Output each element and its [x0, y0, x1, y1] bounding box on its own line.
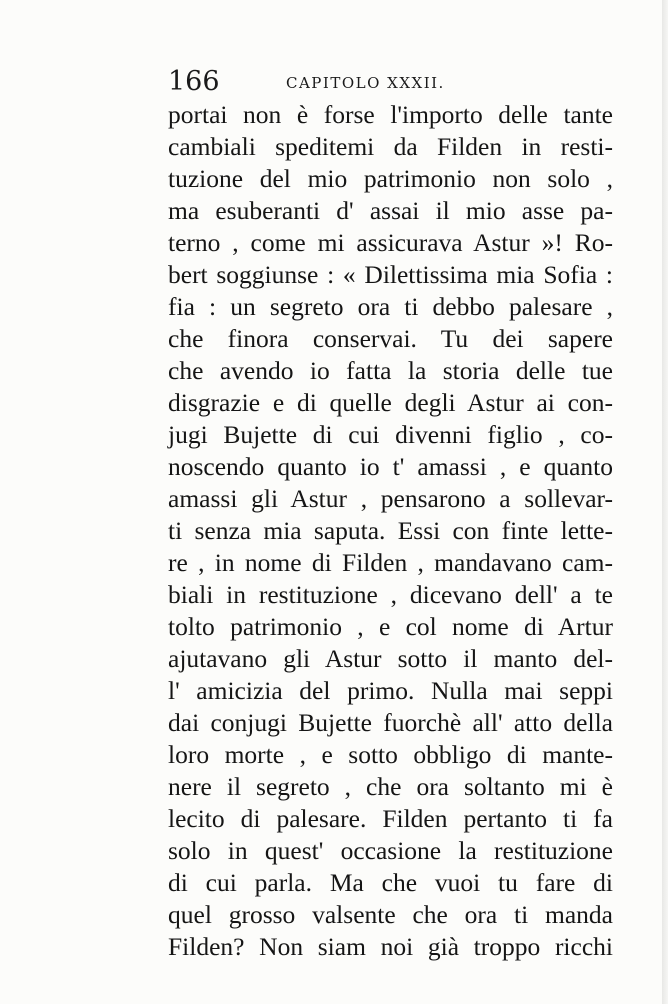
running-head-chapter: CAPITOLO XXXII.	[286, 74, 445, 92]
text-line: amassi gli Astur , pensarono a sollevar-	[168, 484, 613, 513]
text-line: re , in nome di Filden , mandavano cam-	[168, 548, 613, 577]
text-line: di cui parla. Ma che vuoi tu fare di	[168, 868, 613, 897]
text-line: fia : un segreto ora ti debbo palesare ,	[168, 292, 613, 321]
text-line: tolto patrimonio , e col nome di Artur	[168, 612, 613, 641]
text-line: noscendo quanto io t' amassi , e quanto	[168, 452, 613, 481]
page-header	[168, 64, 613, 100]
body-text	[168, 99, 613, 963]
text-line: portai non è forse l'importo delle tante	[168, 100, 613, 129]
text-line: Filden? Non siam noi già troppo ricchi	[168, 932, 613, 961]
text-line: che avendo io fatta la storia delle tue	[168, 356, 613, 385]
text-line: disgrazie e di quelle degli Astur ai con-	[168, 388, 613, 417]
text-line: biali in restituzione , dicevano dell' a te	[168, 580, 613, 609]
text-line: tuzione del mio patrimonio non solo ,	[168, 164, 613, 193]
text-line: quel grosso valsente che ora ti manda	[168, 900, 613, 929]
text-line: che finora conservai. Tu dei sapere	[168, 324, 613, 353]
page-edge-shadow	[662, 0, 668, 1004]
text-line: l' amicizia del primo. Nulla mai seppi	[168, 676, 613, 705]
text-line: ti senza mia saputa. Essi con finte lette-	[168, 516, 613, 545]
text-line: dai conjugi Bujette fuorchè all' atto della	[168, 708, 613, 737]
text-line: bert soggiunse : « Dilettissima mia Sofia :	[168, 260, 613, 289]
text-line: terno , come mi assicurava Astur »! Ro-	[168, 228, 613, 257]
text-line: ajutavano gli Astur sotto il manto del-	[168, 644, 613, 673]
text-line: jugi Bujette di cui divenni figlio , co-	[168, 420, 613, 449]
text-line: lecito di palesare. Filden pertanto ti fa	[168, 804, 613, 833]
text-line: nere il segreto , che ora soltanto mi è	[168, 772, 613, 801]
text-line: cambiali speditemi da Filden in resti-	[168, 132, 613, 161]
page-number: 166	[168, 66, 220, 97]
text-line: loro morte , e sotto obbligo di mante-	[168, 740, 613, 769]
text-line: solo in quest' occasione la restituzione	[168, 836, 613, 865]
text-line: ma esuberanti d' assai il mio asse pa-	[168, 196, 613, 225]
